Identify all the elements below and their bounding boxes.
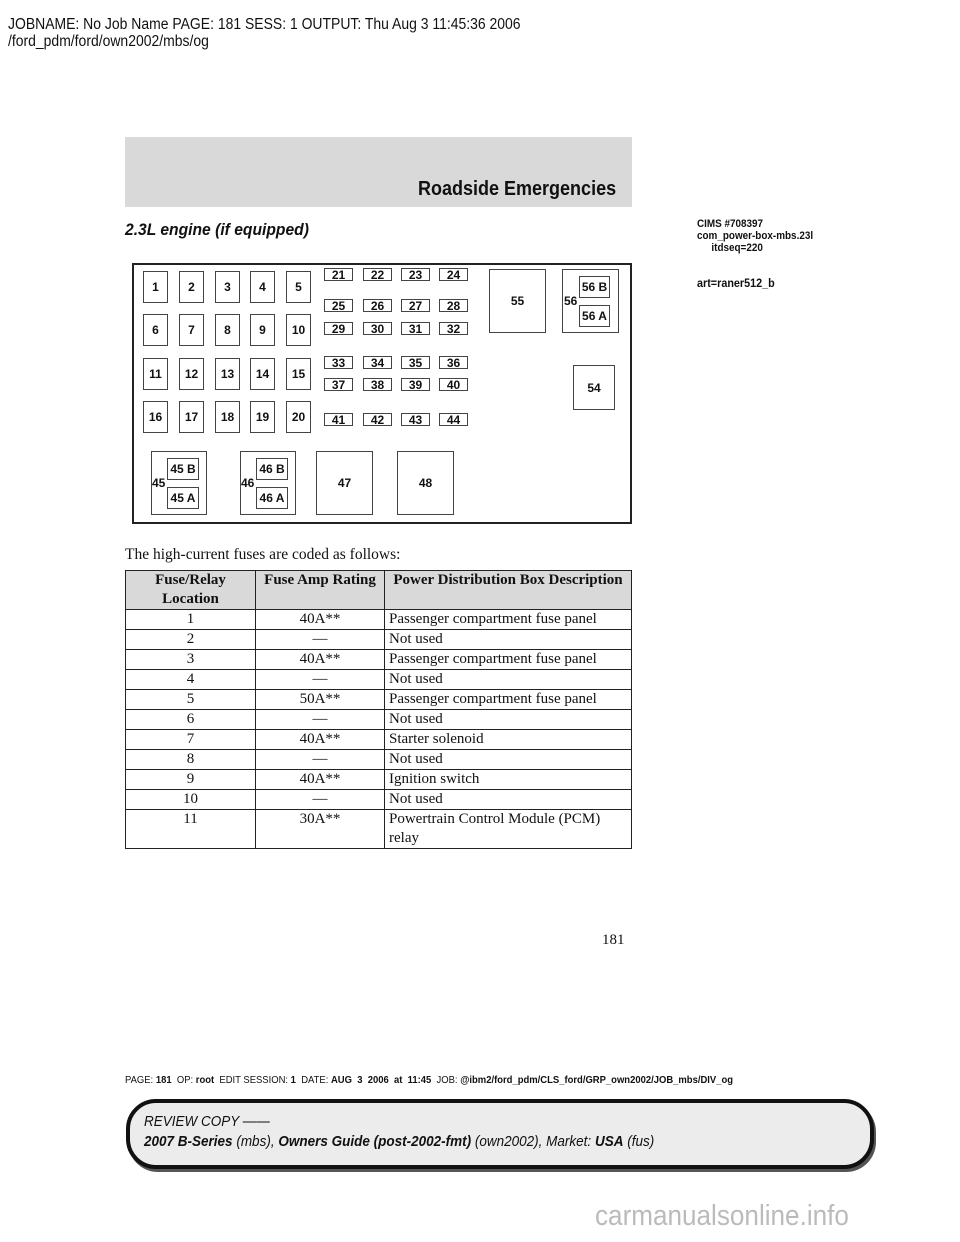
cell-location: 7 bbox=[126, 730, 256, 750]
chapter-banner bbox=[125, 137, 632, 207]
fuse-4: 4 bbox=[250, 271, 275, 303]
cell-amp-rating: 40A** bbox=[256, 610, 385, 630]
fuse-34: 34 bbox=[363, 356, 392, 369]
fuse-28: 28 bbox=[439, 299, 468, 312]
fuse-32: 32 bbox=[439, 322, 468, 335]
page-number: 181 bbox=[602, 932, 625, 948]
review-model: 2007 B-Series bbox=[144, 1133, 233, 1150]
fuse-1: 1 bbox=[143, 271, 168, 303]
header-location: Fuse/Relay Location bbox=[126, 571, 256, 610]
cell-location: 3 bbox=[126, 650, 256, 670]
fuse-table bbox=[125, 570, 632, 849]
cell-description: Passenger compartment fuse panel bbox=[385, 610, 632, 630]
footer-op-label: OP: bbox=[176, 1074, 194, 1086]
cell-amp-rating: 40A** bbox=[256, 730, 385, 750]
cell-amp-rating: — bbox=[256, 630, 385, 650]
cell-description: Not used bbox=[385, 710, 632, 730]
footer-job: @ibm2/ford_pdm/CLS_ford/GRP_own2002/JOB_mbs/DIV_og bbox=[460, 1074, 734, 1086]
fuse-38: 38 bbox=[363, 378, 392, 391]
fuse-31: 31 bbox=[401, 322, 430, 335]
review-market: USA bbox=[594, 1133, 624, 1150]
review-market-label: Market: bbox=[546, 1133, 592, 1150]
table-row bbox=[126, 690, 632, 710]
fuse-42: 42 bbox=[363, 413, 392, 426]
cell-amp-rating: 50A** bbox=[256, 690, 385, 710]
cell-description: Passenger compartment fuse panel bbox=[385, 650, 632, 670]
cell-amp-rating: — bbox=[256, 670, 385, 690]
fuse-30: 30 bbox=[363, 322, 392, 335]
fuse-15: 15 bbox=[286, 358, 311, 390]
table-row bbox=[126, 750, 632, 770]
cell-location: 9 bbox=[126, 770, 256, 790]
cell-amp-rating: — bbox=[256, 750, 385, 770]
fuse-39: 39 bbox=[401, 378, 430, 391]
review-model-code: (mbs) bbox=[236, 1133, 271, 1150]
cims-line1: CIMS #708397 bbox=[697, 218, 764, 230]
table-row bbox=[126, 790, 632, 810]
fuse-box-diagram bbox=[132, 263, 632, 524]
footer-job-label: JOB: bbox=[436, 1074, 458, 1086]
fuse-23: 23 bbox=[401, 268, 430, 281]
fuse-33: 33 bbox=[324, 356, 353, 369]
fuse-13: 13 bbox=[215, 358, 240, 390]
relay-56-label: 56 bbox=[564, 294, 578, 308]
table-row bbox=[126, 670, 632, 690]
table-row bbox=[126, 710, 632, 730]
relay-48: 48 bbox=[397, 451, 454, 515]
print-footer bbox=[125, 1074, 733, 1086]
relay-55: 55 bbox=[489, 269, 546, 333]
cims-line3: itdseq=220 bbox=[711, 242, 763, 254]
job-header-line1: JOBNAME: No Job Name PAGE: 181 SESS: 1 OUTPUT: Thu Aug 3 11:45:36 2006 bbox=[8, 16, 521, 33]
cell-amp-rating: 40A** bbox=[256, 770, 385, 790]
relay-46-label: 46 bbox=[241, 476, 255, 490]
fuse-36: 36 bbox=[439, 356, 468, 369]
fuse-29: 29 bbox=[324, 322, 353, 335]
table-row bbox=[126, 650, 632, 670]
cell-location: 6 bbox=[126, 710, 256, 730]
review-copy-label: REVIEW COPY —— bbox=[144, 1113, 270, 1130]
fuse-6: 6 bbox=[143, 314, 168, 346]
relay-47: 47 bbox=[316, 451, 373, 515]
relay-54: 54 bbox=[573, 365, 615, 410]
fuse-9: 9 bbox=[250, 314, 275, 346]
job-header bbox=[8, 16, 521, 50]
cell-description: Not used bbox=[385, 790, 632, 810]
fuse-7: 7 bbox=[179, 314, 204, 346]
cell-location: 8 bbox=[126, 750, 256, 770]
cims-reference bbox=[697, 218, 813, 254]
table-row bbox=[126, 770, 632, 790]
fuse-43: 43 bbox=[401, 413, 430, 426]
footer-page-label: PAGE: bbox=[125, 1074, 154, 1086]
fuse-5: 5 bbox=[286, 271, 311, 303]
review-copy-box bbox=[126, 1099, 874, 1169]
fuse-10: 10 bbox=[286, 314, 311, 346]
watermark: carmanualsonline.info bbox=[595, 1200, 849, 1232]
cell-amp-rating: 30A** bbox=[256, 810, 385, 849]
section-title: 2.3L engine (if equipped) bbox=[125, 220, 309, 239]
fuse-20: 20 bbox=[286, 401, 311, 433]
fuse-3: 3 bbox=[215, 271, 240, 303]
fuse-22: 22 bbox=[363, 268, 392, 281]
cell-description: Not used bbox=[385, 630, 632, 650]
review-guide-code: (own2002) bbox=[474, 1133, 539, 1150]
table-row bbox=[126, 610, 632, 630]
fuse-37: 37 bbox=[324, 378, 353, 391]
fuse-40: 40 bbox=[439, 378, 468, 391]
footer-date-label: DATE: bbox=[301, 1074, 329, 1086]
relay-46a: 46 A bbox=[256, 487, 288, 509]
table-row bbox=[126, 810, 632, 849]
fuse-18: 18 bbox=[215, 401, 240, 433]
cell-amp-rating: 40A** bbox=[256, 650, 385, 670]
art-reference: art=raner512_b bbox=[697, 276, 775, 290]
fuse-24: 24 bbox=[439, 268, 468, 281]
relay-45b: 45 B bbox=[167, 458, 199, 480]
table-header-row bbox=[126, 571, 632, 610]
header-description: Power Distribution Box Description bbox=[385, 571, 632, 610]
fuse-26: 26 bbox=[363, 299, 392, 312]
fuse-25: 25 bbox=[324, 299, 353, 312]
cims-line2: com_power-box-mbs.23l bbox=[697, 230, 814, 242]
fuse-19: 19 bbox=[250, 401, 275, 433]
cell-description: Not used bbox=[385, 750, 632, 770]
footer-page: 181 bbox=[155, 1074, 172, 1086]
fuse-12: 12 bbox=[179, 358, 204, 390]
relay-45-label: 45 bbox=[152, 476, 166, 490]
job-header-line2: /ford_pdm/ford/own2002/mbs/og bbox=[8, 33, 209, 50]
table-row bbox=[126, 630, 632, 650]
footer-date: AUG 3 2006 at 11:45 bbox=[330, 1074, 432, 1086]
footer-session-label: EDIT SESSION: bbox=[219, 1074, 289, 1086]
relay-56b: 56 B bbox=[579, 276, 610, 298]
footer-op: root bbox=[195, 1074, 215, 1086]
review-market-code: (fus) bbox=[627, 1133, 655, 1150]
header-amp-rating: Fuse Amp Rating bbox=[256, 571, 385, 610]
fuse-11: 11 bbox=[143, 358, 168, 390]
relay-45a: 45 A bbox=[167, 487, 199, 509]
fuse-14: 14 bbox=[250, 358, 275, 390]
review-copy-details: 2007 B-Series (mbs), Owners Guide (post-2002-fmt) (own2002), Market: USA (fus) bbox=[144, 1133, 655, 1150]
fuse-16: 16 bbox=[143, 401, 168, 433]
footer-session: 1 bbox=[290, 1074, 296, 1086]
fuse-8: 8 bbox=[215, 314, 240, 346]
fuse-2: 2 bbox=[179, 271, 204, 303]
cell-amp-rating: — bbox=[256, 790, 385, 810]
relay-56a: 56 A bbox=[579, 305, 610, 327]
cell-location: 11 bbox=[126, 810, 256, 849]
fuse-27: 27 bbox=[401, 299, 430, 312]
fuse-35: 35 bbox=[401, 356, 430, 369]
table-row bbox=[126, 730, 632, 750]
cell-description: Powertrain Control Module (PCM) relay bbox=[385, 810, 632, 849]
cell-amp-rating: — bbox=[256, 710, 385, 730]
cell-location: 2 bbox=[126, 630, 256, 650]
cell-description: Passenger compartment fuse panel bbox=[385, 690, 632, 710]
cell-location: 1 bbox=[126, 610, 256, 630]
relay-46b: 46 B bbox=[256, 458, 288, 480]
cell-description: Not used bbox=[385, 670, 632, 690]
intro-text: The high-current fuses are coded as follows: bbox=[125, 546, 401, 563]
cell-location: 4 bbox=[126, 670, 256, 690]
review-guide: Owners Guide (post-2002-fmt) bbox=[278, 1133, 472, 1150]
cell-location: 5 bbox=[126, 690, 256, 710]
fuse-21: 21 bbox=[324, 268, 353, 281]
cell-description: Starter solenoid bbox=[385, 730, 632, 750]
cell-location: 10 bbox=[126, 790, 256, 810]
chapter-title: Roadside Emergencies bbox=[417, 178, 616, 200]
cell-description: Ignition switch bbox=[385, 770, 632, 790]
fuse-41: 41 bbox=[324, 413, 353, 426]
fuse-17: 17 bbox=[179, 401, 204, 433]
fuse-44: 44 bbox=[439, 413, 468, 426]
